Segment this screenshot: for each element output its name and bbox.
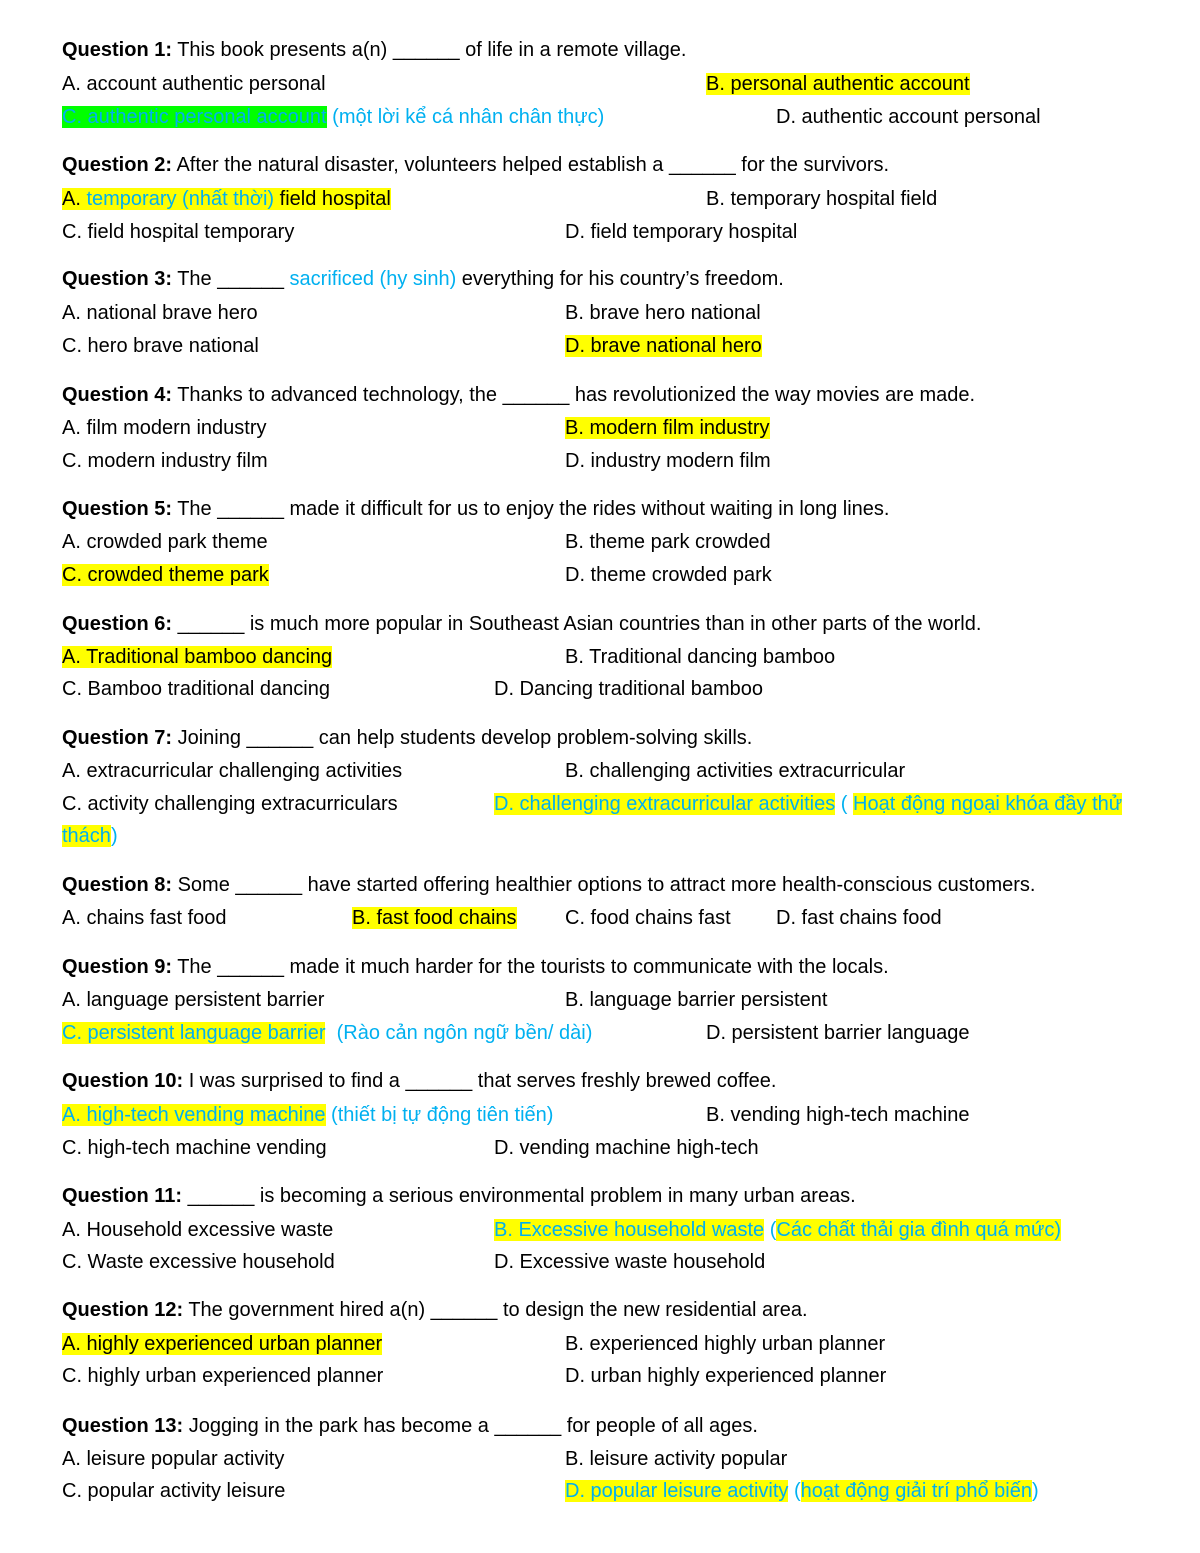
question-number: Question 10: — [62, 1070, 184, 1092]
question-5-option-d — [565, 561, 772, 589]
question-9-option-d — [706, 1019, 969, 1047]
text-segment: ) — [1031, 1480, 1039, 1502]
text-segment: C. food chains fast — [565, 907, 731, 929]
question-10-option-a — [62, 1101, 553, 1129]
question-13-option-a — [62, 1445, 284, 1473]
question-8-option-d — [776, 904, 942, 932]
question-6-option-c — [62, 675, 330, 703]
text-segment: (thiết bị tự động tiên tiến) — [325, 1104, 554, 1126]
question-number: Question 5: — [62, 498, 173, 520]
question-2-option-b — [706, 185, 937, 213]
question-12-option-a — [62, 1330, 382, 1358]
question-6-option-a — [62, 643, 332, 671]
question-10-option-c — [62, 1134, 327, 1162]
question-1-stem — [62, 36, 686, 64]
question-1-option-c — [62, 103, 604, 131]
text-segment: everything for his country’s freedom. — [456, 268, 784, 290]
text-segment: C. Waste excessive household — [62, 1251, 335, 1273]
text-segment: A. language persistent barrier — [62, 989, 325, 1011]
question-number: Question 3: — [62, 268, 173, 290]
text-segment: A. extracurricular challenging activities — [62, 760, 403, 782]
question-1-option-d — [776, 103, 1041, 131]
text-segment: C. activity challenging extracurriculars — [62, 793, 398, 815]
text-segment: thách — [62, 825, 111, 847]
question-number: Question 2: — [62, 154, 173, 176]
text-segment: C. high-tech machine vending — [62, 1137, 327, 1159]
text-segment: D. urban highly experienced planner — [565, 1365, 887, 1387]
text-segment: ______ is much more popular in Southeast Asian countries than in other parts of the world. — [172, 613, 982, 635]
text-segment: ______ is becoming a serious environmental problem in many urban areas. — [182, 1185, 856, 1207]
question-13-stem — [62, 1412, 758, 1440]
text-segment: A. high-tech vending machine — [62, 1104, 326, 1126]
question-5-stem — [62, 495, 889, 523]
question-1-option-a — [62, 70, 326, 98]
question-8-option-c — [565, 904, 731, 932]
text-segment: Joining ______ can help students develop problem-solving skills. — [172, 727, 753, 749]
question-7-stem — [62, 724, 752, 752]
text-segment: B. theme park crowded — [565, 531, 771, 553]
text-segment: The ______ made it much harder for the tourists to communicate with the locals. — [172, 956, 889, 978]
question-4-option-b — [565, 414, 770, 442]
text-segment: D. persistent barrier language — [706, 1022, 970, 1044]
question-8-stem — [62, 871, 1035, 899]
question-3-option-a — [62, 299, 258, 327]
question-3-option-d — [565, 332, 762, 360]
question-number: Question 9: — [62, 956, 173, 978]
question-11-option-a — [62, 1216, 333, 1244]
text-segment: D. Excessive waste household — [494, 1251, 766, 1273]
text-segment: The government hired a(n) ______ to design the new residential area. — [183, 1299, 808, 1321]
text-segment: D. industry modern film — [565, 450, 771, 472]
text-segment: B. leisure activity popular — [565, 1448, 788, 1470]
text-segment: B. modern film industry — [565, 417, 770, 439]
text-segment: A. account authentic personal — [62, 73, 326, 95]
question-8-option-a — [62, 904, 227, 932]
question-7-option-c — [62, 790, 398, 818]
text-segment: D. fast chains food — [776, 907, 942, 929]
question-7-option-d-cont — [62, 822, 118, 850]
question-10-option-d — [494, 1134, 759, 1162]
text-segment: A. highly experienced urban planner — [62, 1333, 383, 1355]
text-segment: sacrificed (hy sinh) — [289, 268, 457, 290]
text-segment: C. Bamboo traditional dancing — [62, 678, 330, 700]
question-6-option-d — [494, 675, 763, 703]
question-9-option-c — [62, 1019, 592, 1047]
text-segment: ) — [110, 825, 118, 847]
text-segment: Các chất thải gia đình quá mức) — [776, 1219, 1062, 1241]
text-segment: C. field hospital temporary — [62, 221, 295, 243]
question-3-option-c — [62, 332, 259, 360]
text-segment: D. Dancing traditional bamboo — [494, 678, 764, 700]
text-segment: D. brave national hero — [565, 335, 762, 357]
text-segment: B. Excessive household waste — [494, 1219, 765, 1241]
question-12-option-c — [62, 1362, 383, 1390]
question-6-option-b — [565, 643, 835, 671]
text-segment: B. experienced highly urban planner — [565, 1333, 886, 1355]
question-10-option-b — [706, 1101, 970, 1129]
question-number: Question 13: — [62, 1415, 184, 1437]
question-9-option-a — [62, 986, 324, 1014]
question-13-option-c — [62, 1477, 285, 1505]
question-number: Question 1: — [62, 39, 173, 61]
text-segment: hoạt động giải trí phổ biến — [800, 1480, 1032, 1502]
text-segment: B. vending high-tech machine — [706, 1104, 970, 1126]
text-segment: C. crowded theme park — [62, 564, 269, 586]
text-segment: (một lời kể cá nhân chân thực) — [326, 106, 605, 128]
text-segment: B. temporary hospital field — [706, 188, 938, 210]
text-segment: Some ______ have started offering healthier options to attract more health-conscious customers. — [172, 874, 1036, 896]
text-segment: D. vending machine high-tech — [494, 1137, 759, 1159]
question-7-option-a — [62, 757, 402, 785]
question-13-option-b — [565, 1445, 787, 1473]
text-segment: A. — [62, 188, 87, 210]
question-11-option-b — [494, 1216, 1061, 1244]
question-2-stem — [62, 151, 889, 179]
question-11-option-d — [494, 1248, 765, 1276]
question-3-option-b — [565, 299, 761, 327]
text-segment: A. Household excessive waste — [62, 1219, 334, 1241]
question-12-option-d — [565, 1362, 886, 1390]
text-segment: B. challenging activities extracurricular — [565, 760, 906, 782]
question-number: Question 4: — [62, 384, 173, 406]
question-4-stem — [62, 381, 975, 409]
text-segment: ( — [788, 1480, 801, 1502]
text-segment: A. national brave hero — [62, 302, 258, 324]
question-6-stem — [62, 610, 981, 638]
text-segment: field hospital — [274, 188, 391, 210]
text-segment: The ______ made it difficult for us to enjoy the rides without waiting in long lines. — [172, 498, 890, 520]
question-number: Question 7: — [62, 727, 173, 749]
question-number: Question 12: — [62, 1299, 184, 1321]
question-5-option-b — [565, 528, 771, 556]
question-number: Question 11: — [62, 1185, 183, 1207]
text-segment: B. language barrier persistent — [565, 989, 828, 1011]
text-segment: D. challenging extracurricular activities — [494, 793, 836, 815]
text-segment: (Rào cản ngôn ngữ bền/ dài) — [325, 1022, 593, 1044]
question-9-stem — [62, 953, 889, 981]
text-segment: Jogging in the park has become a ______ for people of all ages. — [183, 1415, 758, 1437]
text-segment: C. modern industry film — [62, 450, 268, 472]
question-3-stem — [62, 265, 784, 293]
question-7-option-d — [494, 790, 1122, 818]
question-2-option-c — [62, 218, 294, 246]
question-13-option-d — [565, 1477, 1039, 1505]
question-8-option-b — [352, 904, 517, 932]
question-4-option-c — [62, 447, 268, 475]
text-segment: This book presents a(n) ______ of life in a remote village. — [172, 39, 687, 61]
text-segment: D. field temporary hospital — [565, 221, 798, 243]
text-segment: A. film modern industry — [62, 417, 267, 439]
text-segment: C. highly urban experienced planner — [62, 1365, 384, 1387]
text-segment: After the natural disaster, volunteers helped establish a ______ for the survivors. — [172, 154, 890, 176]
question-2-option-d — [565, 218, 797, 246]
text-segment: B. Traditional dancing bamboo — [565, 646, 836, 668]
text-segment: C. authentic personal account — [62, 106, 327, 128]
question-9-option-b — [565, 986, 827, 1014]
question-number: Question 8: — [62, 874, 173, 896]
question-4-option-d — [565, 447, 771, 475]
question-12-stem — [62, 1296, 808, 1324]
text-segment: C. persistent language barrier — [62, 1022, 326, 1044]
question-11-option-c — [62, 1248, 335, 1276]
text-segment: A. leisure popular activity — [62, 1448, 285, 1470]
text-segment: B. brave hero national — [565, 302, 761, 324]
text-segment: ( — [764, 1219, 777, 1241]
text-segment: Thanks to advanced technology, the ______ has revolutionized the way movies are made. — [172, 384, 976, 406]
text-segment: D. popular leisure activity — [565, 1480, 789, 1502]
text-segment: B. fast food chains — [352, 907, 517, 929]
question-5-option-a — [62, 528, 268, 556]
text-segment: B. personal authentic account — [706, 73, 970, 95]
question-10-stem — [62, 1067, 776, 1095]
text-segment: D. theme crowded park — [565, 564, 772, 586]
question-2-option-a — [62, 185, 391, 213]
question-number: Question 6: — [62, 613, 173, 635]
text-segment: A. crowded park theme — [62, 531, 268, 553]
text-segment: C. popular activity leisure — [62, 1480, 286, 1502]
text-segment: The ______ — [172, 268, 290, 290]
question-12-option-b — [565, 1330, 885, 1358]
text-segment: temporary (nhất thời) — [86, 188, 275, 210]
text-segment: C. hero brave national — [62, 335, 259, 357]
question-11-stem — [62, 1182, 856, 1210]
text-segment: A. Traditional bamboo dancing — [62, 646, 333, 668]
question-7-option-b — [565, 757, 905, 785]
text-segment: D. authentic account personal — [776, 106, 1041, 128]
text-segment: Hoạt động ngoại khóa đầy thử — [853, 793, 1123, 815]
question-5-option-c — [62, 561, 269, 589]
text-segment: ( — [835, 793, 854, 815]
question-4-option-a — [62, 414, 267, 442]
text-segment: I was surprised to find a ______ that serves freshly brewed coffee. — [183, 1070, 777, 1092]
text-segment: A. chains fast food — [62, 907, 227, 929]
question-1-option-b — [706, 70, 970, 98]
